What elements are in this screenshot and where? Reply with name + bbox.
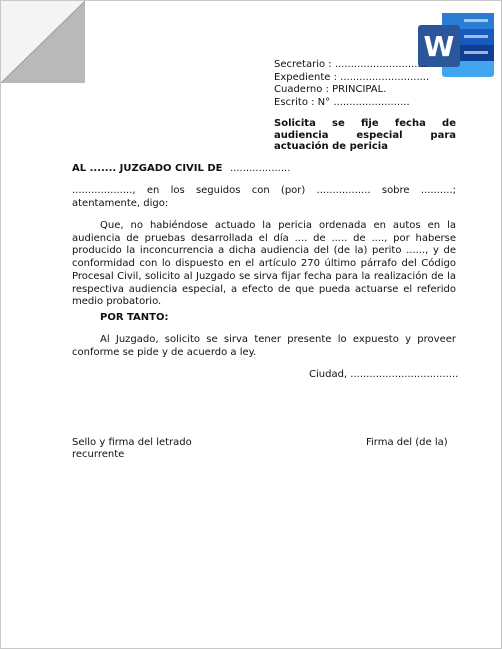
signature-left-line2: recurrente <box>72 449 125 460</box>
case-header <box>274 59 456 109</box>
signature-left-line1: Sello y firma del letrado <box>72 437 192 448</box>
cuaderno-line: Cuaderno : PRINCIPAL. <box>274 84 387 95</box>
city-line: Ciudad, .................................. <box>309 369 459 380</box>
addressee-dots: ................... <box>230 163 291 174</box>
closing-paragraph: Al Juzgado, solicito se sirva tener presente lo expuesto y proveer conforme se pide y de acuerdo a ley. <box>72 334 456 358</box>
page-fold-icon <box>1 1 85 83</box>
svg-text:W: W <box>423 30 455 63</box>
intro-paragraph: ..................., en los seguidos con (por) ................. sobre ..........; atentamente, digo: <box>72 185 456 209</box>
signature-right: Firma del (de la) <box>366 437 448 448</box>
body-paragraph: Que, no habiéndose actuado la pericia ordenada en autos en la audiencia de pruebas desarrollada el día .... de ..... de ...., por haberse producido la inconcurrencia a dicha audiencia del (de la) perito ......, y de conformidad con lo dispuesto en el artículo 270 último párrafo del Código Procesal Civil, solicito al Juzgado se sirva fijar fecha para la realización de la respectiva audiencia especial, a efecto de que pueda actuarse el referido medio probatorio. <box>72 220 456 308</box>
secretario-line: Secretario : ............................. <box>274 59 428 70</box>
escrito-line: Escrito : N° ........................ <box>274 96 410 108</box>
expediente-line: Expediente : ............................ <box>274 71 430 83</box>
por-tanto-heading: POR TANTO: <box>100 312 169 323</box>
addressee: AL ....... JUZGADO CIVIL DE <box>72 163 223 174</box>
document-subject: Solicita se fije fecha de audiencia especial para actuación de pericia <box>274 118 456 152</box>
